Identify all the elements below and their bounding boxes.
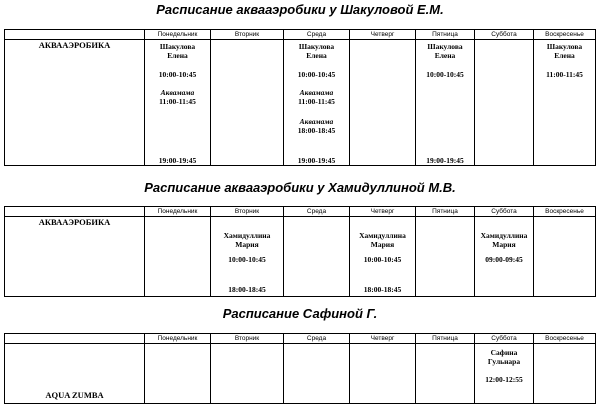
trainer-name: Шакулова Елена bbox=[298, 42, 335, 60]
cell-friday bbox=[416, 344, 475, 404]
activity-label: АКВААЭРОБИКА bbox=[5, 217, 145, 297]
cell-saturday bbox=[475, 40, 534, 166]
time-slot: 10:00-10:45 bbox=[297, 70, 336, 79]
header-tuesday: Вторник bbox=[211, 207, 284, 217]
activity-label: АКВААЭРОБИКА bbox=[5, 40, 145, 166]
schedule-table-safina bbox=[4, 333, 596, 404]
schedule-table-shakulova bbox=[4, 29, 596, 166]
header-saturday: Суббота bbox=[475, 334, 534, 344]
activity-row bbox=[5, 344, 596, 404]
header-friday: Пятница bbox=[416, 30, 475, 40]
header-wednesday: Среда bbox=[284, 207, 350, 217]
trainer-name: Шакулова Елена bbox=[427, 42, 463, 60]
class-subtype: Аквамама bbox=[299, 117, 334, 126]
trainer-name: Хамидуллина Мария bbox=[223, 231, 271, 249]
section-title-khamidullina: Расписание аквааэробики у Хамидуллиной М.В. bbox=[144, 180, 456, 195]
cell-sunday bbox=[534, 217, 596, 297]
time-slot: 10:00-10:45 bbox=[426, 70, 464, 79]
time-slot: 10:00-10:45 bbox=[158, 70, 197, 79]
time-slot: 19:00-19:45 bbox=[426, 156, 464, 165]
trainer-name: Шакулова Елена bbox=[546, 42, 583, 60]
trainer-name: Шакулова Елена bbox=[159, 42, 196, 60]
schedule-table-khamidullina bbox=[4, 206, 596, 297]
header-saturday: Суббота bbox=[475, 30, 534, 40]
header-monday: Понедельник bbox=[145, 207, 211, 217]
trainer-name: Хамидуллина Мария bbox=[359, 231, 406, 249]
header-monday: Понедельник bbox=[145, 334, 211, 344]
time-slot: 11:00-11:45 bbox=[298, 97, 335, 106]
trainer-name: Сафина Гульнара bbox=[487, 348, 521, 366]
header-tuesday: Вторник bbox=[211, 30, 284, 40]
section-title-safina: Расписание Сафиной Г. bbox=[222, 306, 378, 321]
header-corner bbox=[5, 30, 145, 40]
cell-monday bbox=[145, 40, 211, 166]
header-sunday: Воскресенье bbox=[534, 334, 596, 344]
activity-label: AQUA ZUMBA bbox=[5, 344, 145, 404]
time-slot: 12:00-12:55 bbox=[485, 375, 523, 384]
time-slot: 19:00-19:45 bbox=[158, 156, 197, 165]
time-slot: 11:00-11:45 bbox=[546, 70, 583, 79]
time-slot: 18:00-18:45 bbox=[228, 285, 266, 294]
activity-row bbox=[5, 40, 596, 166]
time-slot: 11:00-11:45 bbox=[159, 97, 196, 106]
header-row bbox=[5, 30, 596, 40]
cell-thursday bbox=[350, 217, 416, 297]
header-wednesday: Среда bbox=[284, 30, 350, 40]
header-wednesday: Среда bbox=[284, 334, 350, 344]
header-thursday: Четверг bbox=[350, 207, 416, 217]
time-slot: 18:00-18:45 bbox=[297, 126, 336, 135]
cell-tuesday bbox=[211, 40, 284, 166]
header-row bbox=[5, 334, 596, 344]
cell-friday bbox=[416, 40, 475, 166]
section-title-shakulova: Расписание аквааэробики у Шакуловой Е.М. bbox=[156, 2, 444, 17]
header-sunday: Воскресенье bbox=[534, 207, 596, 217]
cell-tuesday bbox=[211, 344, 284, 404]
header-monday: Понедельник bbox=[145, 30, 211, 40]
header-row bbox=[5, 207, 596, 217]
time-slot: 10:00-10:45 bbox=[228, 255, 266, 264]
cell-wednesday bbox=[284, 40, 350, 166]
cell-saturday bbox=[475, 217, 534, 297]
activity-row bbox=[5, 217, 596, 297]
header-corner bbox=[5, 207, 145, 217]
header-friday: Пятница bbox=[416, 334, 475, 344]
header-corner bbox=[5, 334, 145, 344]
cell-tuesday bbox=[211, 217, 284, 297]
cell-monday bbox=[145, 217, 211, 297]
cell-wednesday bbox=[284, 217, 350, 297]
header-tuesday: Вторник bbox=[211, 334, 284, 344]
header-friday: Пятница bbox=[416, 207, 475, 217]
class-subtype: Аквамама bbox=[299, 88, 334, 97]
cell-friday bbox=[416, 217, 475, 297]
time-slot: 18:00-18:45 bbox=[363, 285, 402, 294]
cell-saturday bbox=[475, 344, 534, 404]
header-thursday: Четверг bbox=[350, 30, 416, 40]
cell-sunday bbox=[534, 40, 596, 166]
cell-wednesday bbox=[284, 344, 350, 404]
cell-thursday bbox=[350, 344, 416, 404]
header-thursday: Четверг bbox=[350, 334, 416, 344]
trainer-name: Хамидуллина Мария bbox=[480, 231, 528, 249]
class-subtype: Аквамама bbox=[160, 88, 195, 97]
cell-sunday bbox=[534, 344, 596, 404]
cell-monday bbox=[145, 344, 211, 404]
time-slot: 10:00-10:45 bbox=[363, 255, 402, 264]
header-sunday: Воскресенье bbox=[534, 30, 596, 40]
cell-thursday bbox=[350, 40, 416, 166]
header-saturday: Суббота bbox=[475, 207, 534, 217]
time-slot: 09:00-09:45 bbox=[485, 255, 523, 264]
time-slot: 19:00-19:45 bbox=[297, 156, 336, 165]
